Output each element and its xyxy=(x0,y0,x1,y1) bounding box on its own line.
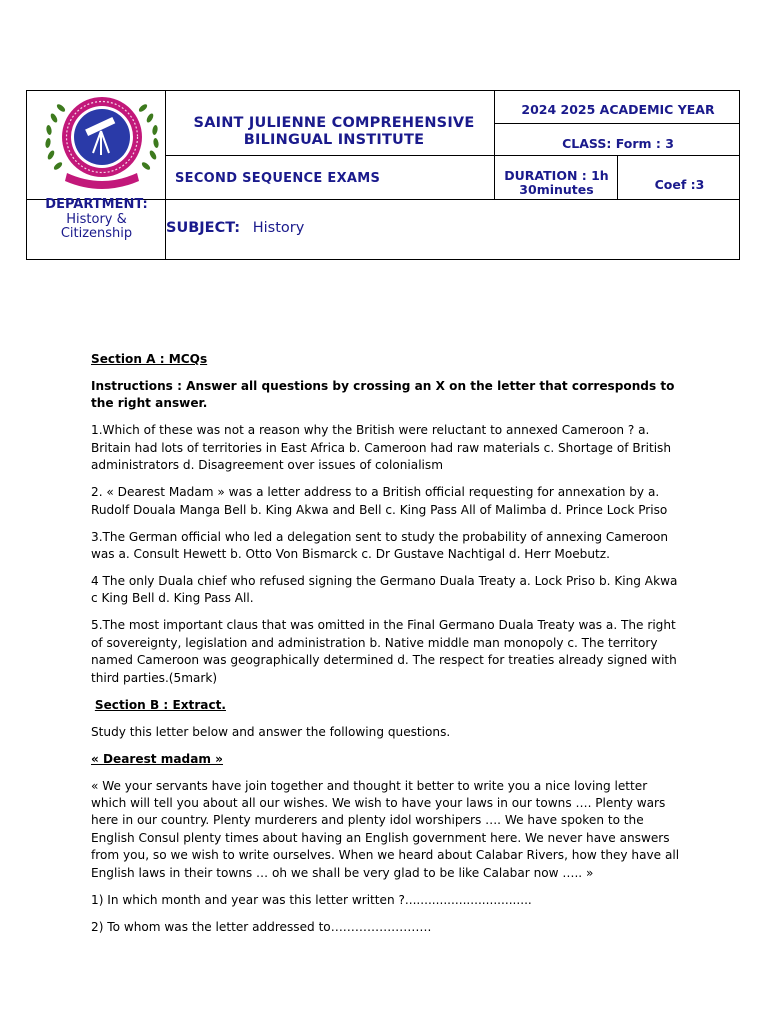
question-4: 4 The only Duala chief who refused signing the Germano Duala Treaty a. Lock Priso b. King Akwa c King Bell d. King Pass All. xyxy=(91,574,678,606)
class-info xyxy=(495,136,741,151)
class-label: CLASS: xyxy=(562,136,612,151)
school-logo xyxy=(39,93,165,197)
question-3: 3.The German official who led a delegation sent to study the probability of annexing Cameroon was a. Consult Hewett b. Otto Von Bismarck c. Dr Gustave Nachtigal d. Herr Moebutz. xyxy=(91,529,669,562)
department-label: DEPARTMENT: xyxy=(45,197,148,212)
section-b-title: Section B : Extract. xyxy=(94,697,226,712)
exam-title: SECOND SEQUENCE EXAMS xyxy=(175,171,381,186)
department-line1: History & xyxy=(66,211,127,227)
coefficient: Coef :3 xyxy=(654,177,705,192)
exam-body xyxy=(91,351,681,946)
question-5: 5.The most important claus that was omitted in the Final Germano Duala Treaty was a. The right of sovereignty, legislation and administration b. Native middle man monopoly c. The territory named Cameroon was geographically determined d. The respect for treaties already signed with third parties.(5mark) xyxy=(91,618,677,685)
instructions: Instructions : Answer all questions by crossing an X on the letter that corresponds to the right answer. xyxy=(91,379,675,411)
school-crest-icon xyxy=(39,93,165,197)
academic-year: 2024 2025 ACADEMIC YEAR xyxy=(521,102,715,117)
exam-duration xyxy=(495,169,618,197)
letter-title: « Dearest madam » xyxy=(91,751,223,766)
study-instruction: Study this letter below and answer the following questions. xyxy=(91,724,451,739)
subject-label: SUBJECT: xyxy=(166,220,241,236)
question-2: 2. « Dearest Madam » was a letter address to a British official requesting for annexation by a. Rudolf Douala Manga Bell b. King Akwa and Bell c. King Pass All of Malimba d. Prince Lock Priso xyxy=(91,485,668,517)
duration-line1: DURATION : 1h xyxy=(504,168,609,183)
school-name-line2: BILINGUAL INSTITUTE xyxy=(243,132,425,148)
department xyxy=(27,198,166,242)
school-name xyxy=(167,115,501,149)
header-divider xyxy=(494,123,740,124)
letter-extract: « We your servants have join together and thought it better to write you a nice loving letter which will tell you about all our wishes. We wish to have your laws in our towns …. Plenty wars here in our country. Plenty murderers and plenty idol worshipers …. We have spoken to the English Consul plenty times about having an English government here. We never have answers from you, so we wish to write ourselves. When we heard about Calabar Rivers, how they have all English laws in their towns … oh we shall be very glad to be like Calabar now ….. » xyxy=(91,778,680,880)
class-value: Form : 3 xyxy=(615,136,674,151)
header-divider xyxy=(165,155,740,156)
question-1: 1.Which of these was not a reason why the British were reluctant to annexed Cameroon ? a. Britain had lots of territories in East Africa b. Cameroon had raw materials c. Shortage of British administrators d. Disagreement over issues of colonialism xyxy=(91,423,672,473)
extract-question-2: 2) To whom was the letter addressed to……………………. xyxy=(91,919,432,934)
subject-value: History xyxy=(252,220,305,236)
extract-question-1: 1) In which month and year was this letter written ?................................. xyxy=(91,892,532,907)
subject xyxy=(166,220,304,236)
department-line2: Citizenship xyxy=(60,226,133,241)
exam-header-table xyxy=(26,90,740,260)
section-a-title: Section A : MCQs xyxy=(91,352,208,366)
duration-line2: 30minutes xyxy=(519,182,594,197)
school-name-line1: SAINT JULIENNE COMPREHENSIVE xyxy=(193,115,475,131)
